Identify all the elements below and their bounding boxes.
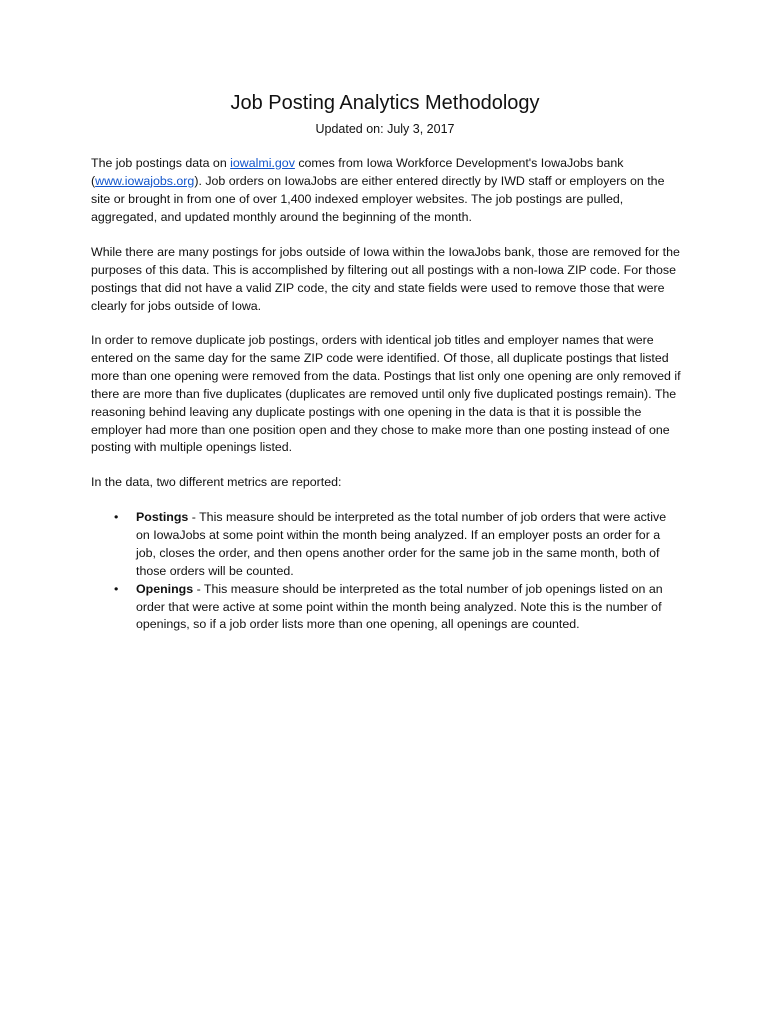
- metric-description: - This measure should be interpreted as the total number of job openings listed on an order that were active at some point within the month being analyzed. Note this is the number of openings, so if a job order lists more than one opening, all openings are counted.: [136, 581, 663, 632]
- list-item-postings: [91, 509, 683, 581]
- iowajobs-link[interactable]: www.iowajobs.org: [95, 173, 195, 188]
- paragraph-duplicates: In order to remove duplicate job postings, orders with identical job titles and employer names that were entered on the same day for the same ZIP code were identified. Of those, all duplicate postings that listed more than one opening were removed from the data. Postings that list only one opening are only removed if there are more than five duplicates (duplicates are removed until only five duplicated postings remain). The reasoning behind leaving any duplicate postings with one opening in the data is that it is possible the employer had more than one position open and they chose to make more than one posting instead of one posting with multiple openings listed.: [91, 333, 681, 455]
- metric-description: - This measure should be interpreted as the total number of job orders that were active on IowaJobs at some point within the month being analyzed. If an employer posts an order for a job, closes the order, and then opens another order for the same job in the same month, both of those orders will be counted.: [136, 510, 667, 578]
- paragraph-iowa-filter: While there are many postings for jobs outside of Iowa within the IowaJobs bank, those are removed for the purposes of this data. This is accomplished by filtering out all postings with a non-Iowa ZIP code. For those postings that did not have a valid ZIP code, the city and state fields were used to remove those that were clearly for jobs outside of Iowa.: [91, 245, 680, 313]
- updated-date: Updated on: July 3, 2017: [315, 122, 455, 136]
- metrics-list: [91, 509, 683, 634]
- bullet-icon: •: [114, 581, 119, 596]
- paragraph-text: ). Job orders on IowaJobs are either entered directly by IWD staff or employers on the site or brought in from one of over 1,400 indexed employer websites. The job postings are pulled, aggregated, and updated monthly around the beginning of the month.: [91, 173, 665, 224]
- bullet-icon: •: [114, 510, 119, 524]
- paragraph-text: The job postings data on: [91, 156, 231, 170]
- metric-term: Postings: [136, 510, 189, 524]
- paragraph-text: comes from Iowa Workforce Development's IowaJobs bank (: [91, 156, 624, 188]
- paragraph-metrics-intro: In the data, two different metrics are reported:: [91, 475, 342, 489]
- iowalmi-link[interactable]: iowalmi.gov: [230, 156, 295, 170]
- page-title: Job Posting Analytics Methodology: [230, 92, 540, 114]
- list-item-openings: [91, 581, 683, 635]
- metric-term: Openings: [136, 581, 194, 596]
- paragraph-data-source: [91, 155, 683, 227]
